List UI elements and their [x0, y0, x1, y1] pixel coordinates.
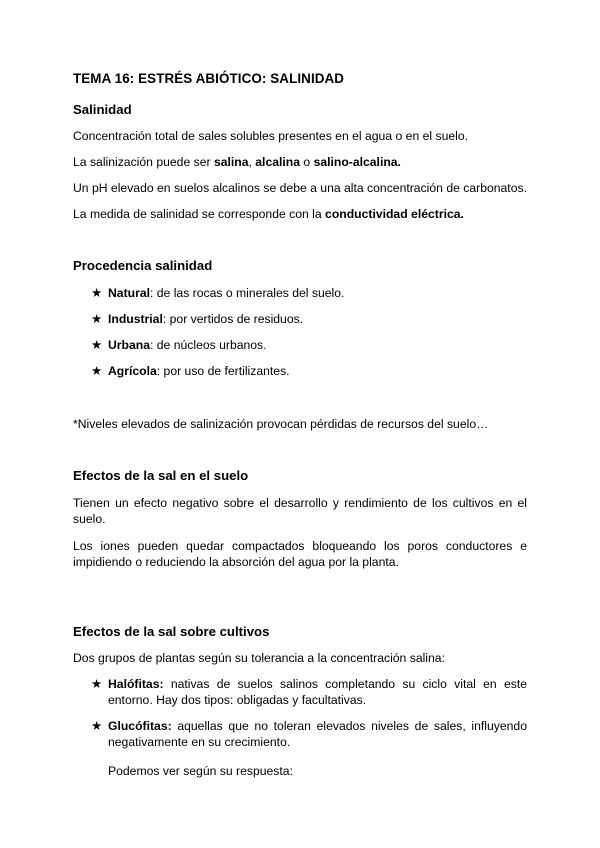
footnote: *Niveles elevados de salinización provocan pérdidas de recursos del suelo…: [73, 417, 489, 431]
star-bullet-icon: ★: [91, 338, 103, 352]
star-bullet-icon: ★: [91, 364, 103, 378]
paragraph: Un pH elevado en suelos alcalinos se debe a una alta concentración de carbonatos.: [73, 181, 527, 195]
list-item: ★ Industrial: por vertidos de residuos.: [91, 312, 304, 326]
section-heading-efectos-suelo: Efectos de la sal en el suelo: [73, 468, 249, 483]
list-item: ★ Natural: de las rocas o minerales del suelo.: [91, 286, 345, 300]
section-heading-procedencia: Procedencia salinidad: [73, 258, 213, 273]
list-item: Glucófitas: aquellas que no toleran elevados niveles de sales, influyendo negativamente en su crecimiento.: [108, 719, 527, 749]
list-item: ★ Agrícola: por uso de fertilizantes.: [91, 364, 290, 378]
paragraph: Concentración total de sales solubles presentes en el agua o en el suelo.: [73, 129, 468, 143]
star-bullet-icon: ★: [91, 312, 103, 326]
page-title: TEMA 16: ESTRÉS ABIÓTICO: SALINIDAD: [73, 71, 345, 86]
paragraph: La salinización puede ser salina, alcalina o salino-alcalina.: [73, 155, 401, 169]
list-item: ★ Urbana: de núcleos urbanos.: [91, 338, 267, 352]
paragraph: Los iones pueden quedar compactados bloqueando los poros conductores e impidiendo o reduciendo la absorción del agua por la planta.: [73, 539, 527, 569]
paragraph: Tienen un efecto negativo sobre el desarrollo y rendimiento de los cultivos en el suelo.: [73, 496, 527, 526]
section-heading-salinidad: Salinidad: [73, 102, 132, 117]
paragraph: Dos grupos de plantas según su tolerancia a la concentración salina:: [73, 651, 445, 665]
star-bullet-icon: ★: [91, 286, 103, 300]
section-heading-efectos-cultivos: Efectos de la sal sobre cultivos: [73, 624, 270, 639]
list-item: Halófitas: nativas de suelos salinos completando su ciclo vital en este entorno. Hay dos tipos: obligadas y facultativas.: [108, 677, 527, 707]
paragraph: Podemos ver según su respuesta:: [108, 764, 293, 778]
star-bullet-icon: ★: [91, 719, 103, 733]
paragraph: La medida de salinidad se corresponde con la conductividad eléctrica.: [73, 207, 464, 221]
star-bullet-icon: ★: [91, 677, 103, 691]
